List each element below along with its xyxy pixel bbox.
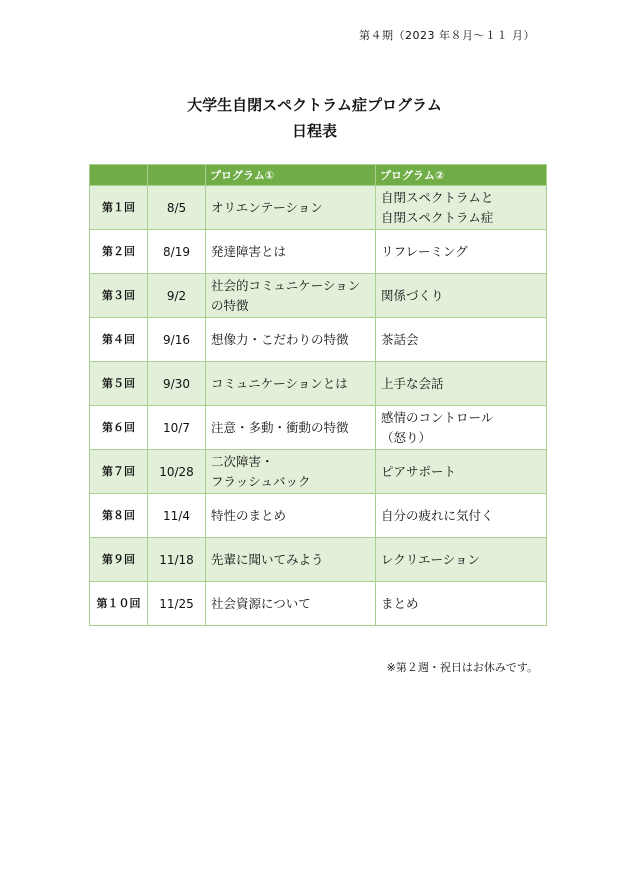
program-2-topic: 自分の疲れに気付く	[376, 494, 547, 538]
header-program-1: プログラム①	[206, 165, 376, 186]
session-number: 第９回	[90, 538, 148, 582]
program-1-topic: 発達障害とは	[206, 230, 376, 274]
session-number: 第４回	[90, 318, 148, 362]
header-date	[148, 165, 206, 186]
session-date: 8/5	[148, 186, 206, 230]
session-number: 第１回	[90, 186, 148, 230]
program-1-topic: コミュニケーションとは	[206, 362, 376, 406]
table-row	[90, 406, 547, 450]
table-row	[90, 538, 547, 582]
session-date: 9/30	[148, 362, 206, 406]
program-2-topic: リフレーミング	[376, 230, 547, 274]
session-date: 10/28	[148, 450, 206, 494]
session-number: 第７回	[90, 450, 148, 494]
program-1-topic: 二次障害・ フラッシュバック	[206, 450, 376, 494]
session-number: 第８回	[90, 494, 148, 538]
table-header-row	[90, 165, 547, 186]
table-row	[90, 494, 547, 538]
header-session	[90, 165, 148, 186]
program-1-topic: 注意・多動・衝動の特徴	[206, 406, 376, 450]
table-row	[90, 186, 547, 230]
table-row	[90, 274, 547, 318]
session-date: 11/4	[148, 494, 206, 538]
header-program-2: プログラム②	[376, 165, 547, 186]
session-date: 8/19	[148, 230, 206, 274]
session-number: 第５回	[90, 362, 148, 406]
program-2-topic: 茶話会	[376, 318, 547, 362]
program-1-topic: オリエンテーション	[206, 186, 376, 230]
session-number: 第１０回	[90, 582, 148, 626]
period-label: 第４期（2023 年８月～１１ 月）	[359, 29, 535, 42]
session-number: 第６回	[90, 406, 148, 450]
session-date: 9/16	[148, 318, 206, 362]
session-date: 11/18	[148, 538, 206, 582]
title-line-2: 日程表	[291, 122, 337, 140]
table-row	[90, 450, 547, 494]
table-row	[90, 362, 547, 406]
session-date: 10/7	[148, 406, 206, 450]
program-1-topic: 想像力・こだわりの特徴	[206, 318, 376, 362]
table-row	[90, 318, 547, 362]
program-2-topic: 関係づくり	[376, 274, 547, 318]
program-1-topic: 社会資源について	[206, 582, 376, 626]
program-1-topic: 先輩に聞いてみよう	[206, 538, 376, 582]
table-row	[90, 230, 547, 274]
program-2-topic: レクリエーション	[376, 538, 547, 582]
session-number: 第２回	[90, 230, 148, 274]
program-2-topic: ピアサポート	[376, 450, 547, 494]
page-title	[0, 92, 629, 144]
program-1-topic: 特性のまとめ	[206, 494, 376, 538]
program-1-topic: 社会的コミュニケーション の特徴	[206, 274, 376, 318]
session-date: 9/2	[148, 274, 206, 318]
session-number: 第３回	[90, 274, 148, 318]
table-row	[90, 582, 547, 626]
title-line-1: 大学生自閉スペクトラム症プログラム	[187, 96, 442, 114]
session-date: 11/25	[148, 582, 206, 626]
program-2-topic: 感情のコントロール （怒り）	[376, 406, 547, 450]
holiday-note: ※第２週・祝日はお休みです。	[386, 661, 538, 674]
program-2-topic: 自閉スペクトラムと 自閉スペクトラム症	[376, 186, 547, 230]
schedule-table	[89, 164, 547, 626]
program-2-topic: まとめ	[376, 582, 547, 626]
program-2-topic: 上手な会話	[376, 362, 547, 406]
